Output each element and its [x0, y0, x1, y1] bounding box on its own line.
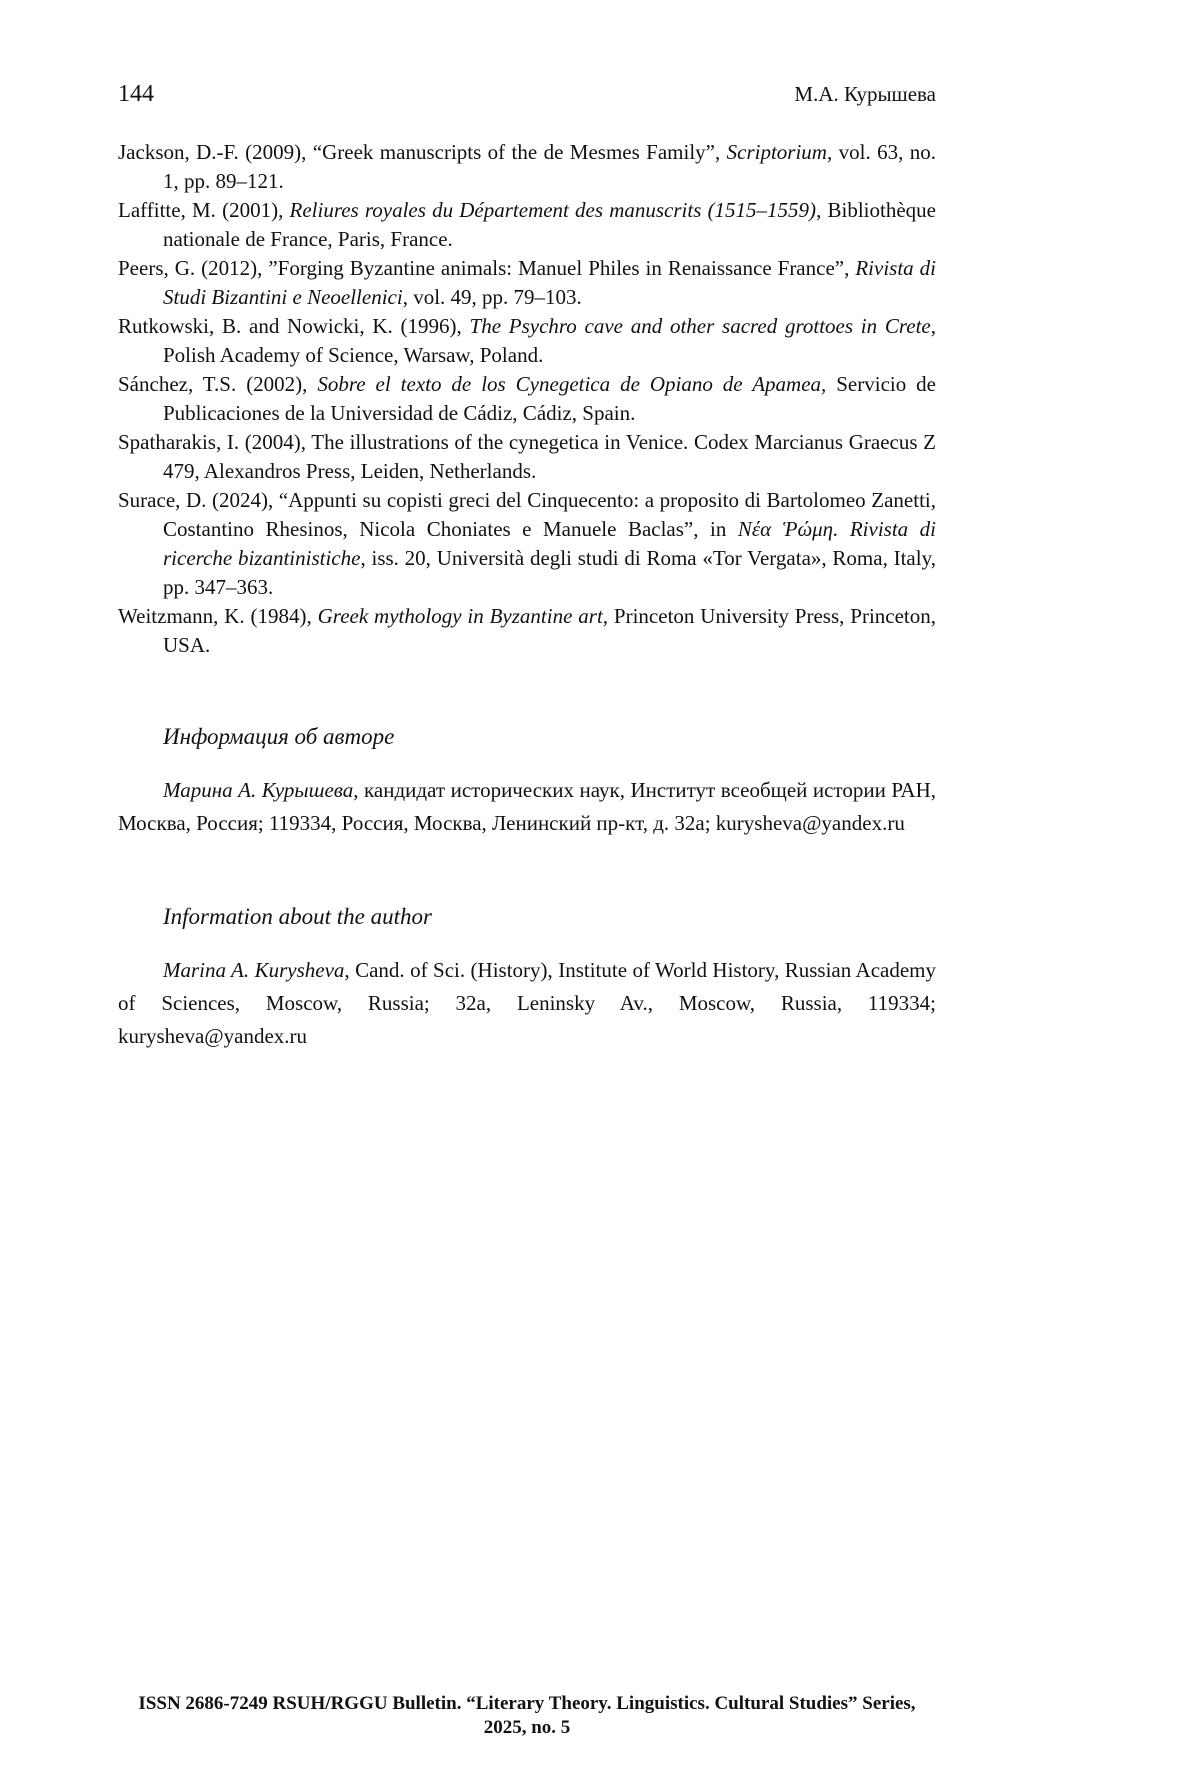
- italic-text-run: Reliures royales du Département des manuscrits (1515–1559): [289, 198, 817, 222]
- italic-text-run: Greek mythology in Byzantine art,: [317, 604, 609, 628]
- italic-text-run: Rivista di Studi Bizantini e Neoellenici: [163, 256, 936, 309]
- text-run: vol. 63, no. 1, pp. 89–121.: [163, 140, 936, 193]
- page-number: 144: [118, 81, 154, 107]
- text-run: Laffitte, M. (2001),: [118, 198, 290, 222]
- references-list: [118, 138, 936, 660]
- page-header: [118, 80, 936, 108]
- italic-text-run: Marina A. Kurysheva: [163, 958, 345, 982]
- italic-text-run: Sobre el texto de los Cynegetica de Opiano de Apamea,: [317, 372, 827, 396]
- reference-item: [118, 138, 936, 196]
- text-run: , iss. 20, Università degli studi di Roma «Tor Vergata», Roma, Italy, pp. 347–363.: [163, 546, 936, 599]
- text-run: , кандидат исторических наук, Институт всеобщей истории РАН, Москва, Россия; 119334, Россия, Москва, Ленинский пр-кт, д. 32а; kurysheva@yandex.ru: [118, 778, 936, 835]
- text-run: Surace, D. (2024), “Appunti su copisti greci del Cinquecento: a proposito di Bartolomeo Zanetti, Costantino Rhesinos, Nicola Choniates e Manuele Baclas”, in: [118, 488, 936, 541]
- page-content: [118, 80, 936, 1053]
- text-run: Spatharakis, I. (2004), The illustrations of the cynegetica in Venice. Codex Marcianus Graecus Z 479, Alexandros Press, Leiden, Netherlands.: [118, 430, 936, 483]
- reference-item: [118, 428, 936, 486]
- reference-item: [118, 254, 936, 312]
- text-run: Weitzmann, K. (1984),: [118, 604, 318, 628]
- text-run: , vol. 49, pp. 79–103.: [402, 285, 582, 309]
- text-run: , Cand. of Sci. (History), Institute of World History, Russian Academy of Sciences, Moscow, Russia; 32a, Leninsky Av., Moscow, Russia, 119334; kurysheva@yandex.ru: [118, 958, 936, 1048]
- italic-text-run: The Psychro cave and other sacred grottoes in Crete: [469, 314, 931, 338]
- text-run: Peers, G. (2012), ”Forging Byzantine animals: Manuel Philes in Renaissance France”,: [118, 256, 856, 280]
- text-run: Rutkowski, B. and Nowicki, K. (1996),: [118, 314, 470, 338]
- text-run: Sánchez, T.S. (2002),: [118, 372, 318, 396]
- reference-item: [118, 486, 936, 602]
- author-info-paragraph-en: [118, 954, 936, 1053]
- reference-item: [118, 370, 936, 428]
- italic-text-run: Марина А. Курышева: [163, 778, 354, 802]
- section-heading-author-info-ru: Информация об авторе: [163, 724, 395, 749]
- text-run: Jackson, D.-F. (2009), “Greek manuscripts of the de Mesmes Family”,: [118, 140, 727, 164]
- text-run: Servicio de Publicaciones de la Universidad de Cádiz, Cádiz, Spain.: [163, 372, 936, 425]
- text-run: Princeton University Press, Princeton, USA.: [163, 604, 937, 657]
- reference-item: [118, 312, 936, 370]
- author-info-paragraph-ru: [118, 774, 936, 840]
- text-run: , Polish Academy of Science, Warsaw, Poland.: [163, 314, 936, 367]
- italic-text-run: Νέα Ῥώμη. Rivista di ricerche bizantinistiche: [163, 517, 936, 570]
- running-head-author: М.А. Курышева: [794, 82, 936, 106]
- footer-issn-line: ISSN 2686-7249 RSUH/RGGU Bulletin. “Literary Theory. Linguistics. Cultural Studies” Series, 2025, no. 5: [138, 1693, 916, 1738]
- reference-item: [118, 602, 936, 660]
- section-heading-author-info-en: Information about the author: [163, 904, 432, 929]
- page-footer: [118, 1692, 936, 1740]
- italic-text-run: Scriptorium,: [726, 140, 833, 164]
- text-run: , Bibliothèque nationale de France, Paris, France.: [163, 198, 936, 251]
- reference-item: [118, 196, 936, 254]
